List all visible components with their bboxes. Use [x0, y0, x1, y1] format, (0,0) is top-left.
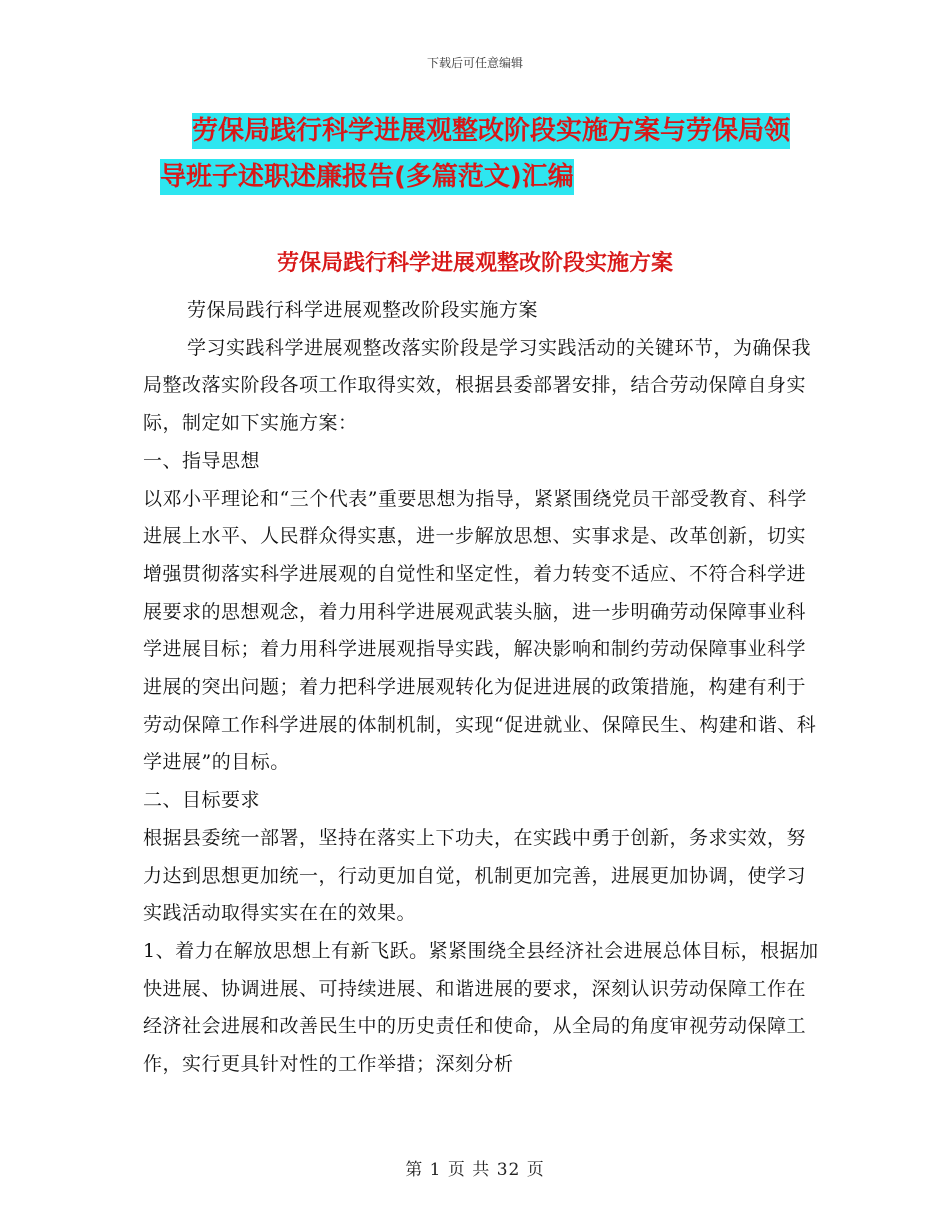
title-highlight-1: 劳保局践行科学进展观整改阶段实施方案与劳保局领 [192, 113, 790, 149]
heading-guiding-ideology: 一、指导思想 [143, 449, 261, 472]
paragraph-guiding-ideology: 以邓小平理论和“三个代表”重要思想为指导，紧紧围绕党员干部受教育、科学进展上水平、人民群众得实惠，进一步解放思想、实事求是、改革创新，切实增强贯彻落实科学进展观的自觉性和坚定性，着力转变不适应、不符合科学进展要求的思想观念，着力用科学进展观武装头脑，进一步明确劳动保障事业科学进展目标；着力用科学进展观指导实践，解决影响和制约劳动保障事业科学进展的突出问题；着力把科学进展观转化为促进进展的政策措施，构建有利于劳动保障工作科学进展的体制机制，实现“促进就业、保障民生、构建和谐、科学进展”的目标。 [143, 487, 817, 774]
paragraph-intro: 学习实践科学进展观整改落实阶段是学习实践活动的关键环节，为确保我局整改落实阶段各项工作取得实效，根据县委部署安排，结合劳动保障自身实际，制定如下实施方案： [143, 336, 812, 435]
document-title-line-1 [160, 108, 820, 154]
paragraph-goals: 根据县委统一部署，坚持在落实上下功夫，在实践中勇于创新，务求实效，努力达到思想更加统一，行动更加自觉，机制更加完善，进展更加协调，使学习实践活动取得实实在在的效果。 [143, 826, 807, 925]
paragraph-goal-1: 1、着力在解放思想上有新飞跃。紧紧围绕全县经济社会进展总体目标，根据加快进展、协调进展、可持续进展、和谐进展的要求，深刻认识劳动保障工作在经济社会进展和改善民生中的历史责任和使命，从全局的角度审视劳动保障工作，实行更具针对性的工作举措；深刻分析 [143, 939, 819, 1076]
paragraph-subtitle: 劳保局践行科学进展观整改阶段实施方案 [187, 299, 539, 321]
document-title-line-2 [160, 154, 820, 200]
title-highlight-2: 导班子述职述廉报告(多篇范文)汇编 [160, 159, 574, 195]
document-body [143, 292, 823, 1084]
page-footer: 第 1 页 共 32 页 [405, 1160, 545, 1180]
section-title: 劳保局践行科学进展观整改阶段实施方案 [276, 251, 673, 276]
header-note: 下载后可任意编辑 [426, 56, 523, 70]
document-title [160, 108, 820, 200]
heading-goals: 二、目标要求 [143, 789, 261, 812]
